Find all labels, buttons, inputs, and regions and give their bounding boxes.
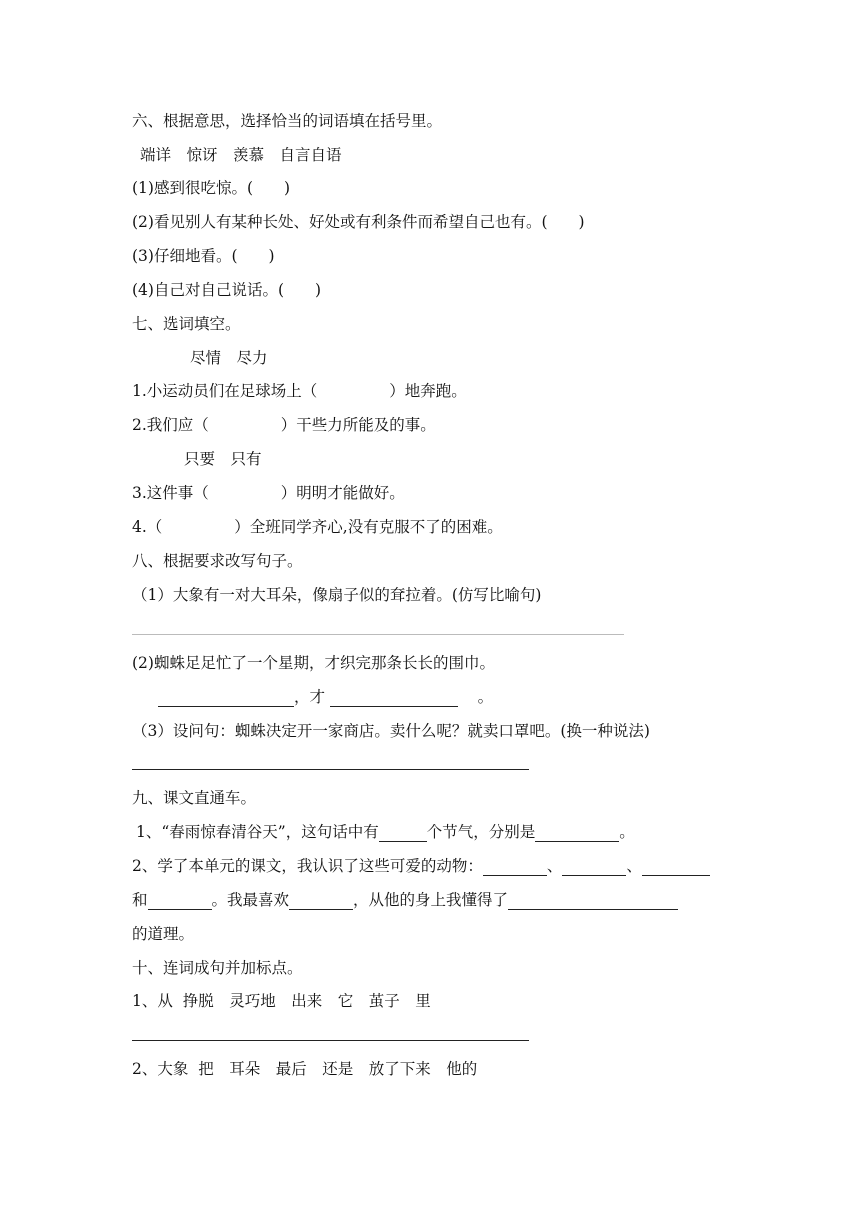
section-7-question-1 (132, 381, 467, 401)
answer-blank-9-2d[interactable] (148, 893, 212, 910)
section-7-word-bank-2: 只要 只有 (184, 450, 262, 468)
q1-text-end: 。 (619, 823, 635, 841)
q2-separator-1: 、 (546, 857, 563, 875)
section-6-title: 六、根据意思，选择恰当的词语填在括号里。 (132, 112, 443, 130)
q3-text-start: 3.这件事（ (132, 484, 209, 502)
section-8-question-2-fill (158, 687, 493, 707)
q2-text-start: 2、学了本单元的课文，我认识了这些可爱的动物： (132, 857, 483, 875)
answer-blank-9-2c[interactable] (642, 859, 710, 876)
section-6-question-2: (2)看见别人有某种长处、好处或有利条件而希望自己也有。( ) (132, 213, 585, 231)
q4-text-start: 4.（ (132, 518, 163, 536)
answer-blank-9-2b[interactable] (562, 859, 626, 876)
section-8-question-2: (2)蜘蛛足足忙了一个星期，才织完那条长长的围巾。 (132, 654, 495, 672)
q2-connector-text: ，才 (294, 688, 326, 706)
answer-blank-8-2a[interactable] (158, 690, 294, 707)
section-9-question-2-line-3: 的道理。 (132, 925, 195, 943)
q2-text-start: 2.我们应（ (132, 416, 209, 434)
q4-text-end: ）全班同学齐心,没有克服不了的困难。 (234, 518, 503, 536)
section-9-title: 九、课文直通车。 (132, 789, 257, 807)
q2-favorite-text: 。我最喜欢 (211, 891, 290, 909)
answer-line-8-1[interactable] (132, 634, 624, 635)
q2-learned-text: ，从他的身上我懂得了 (353, 891, 509, 909)
section-7-word-bank-1: 尽情 尽力 (190, 349, 268, 367)
section-8-question-1: （1）大象有一对大耳朵，像扇子似的耷拉着。(仿写比喻句) (132, 586, 542, 604)
section-10-question-1: 1、从 挣脱 灵巧地 出来 它 茧子 里 (132, 992, 431, 1010)
section-8-title: 八、根据要求改写句子。 (132, 552, 303, 570)
answer-line-8-3[interactable] (132, 769, 529, 770)
q1-text-start: 1、“春雨惊春清谷天”，这句话中有 (136, 823, 379, 841)
answer-blank-9-1b[interactable] (535, 825, 619, 842)
section-9-question-2-line-1 (132, 856, 710, 876)
section-6-question-1: (1)感到很吃惊。( ) (132, 179, 291, 197)
q2-and-text: 和 (132, 891, 148, 909)
section-9-question-2-line-2 (132, 890, 678, 910)
answer-line-10-1[interactable] (132, 1040, 529, 1041)
section-7-title: 七、选词填空。 (132, 315, 241, 333)
section-7-question-2 (132, 415, 436, 435)
answer-blank-9-2f[interactable] (508, 893, 678, 910)
section-10-title: 十、连词成句并加标点。 (132, 959, 303, 977)
section-6-word-bank: 端详 惊讶 羡慕 自言自语 (140, 146, 342, 164)
q3-text-end: ）明明才能做好。 (280, 484, 405, 502)
section-8-question-3: （3）设问句：蜘蛛决定开一家商店。卖什么呢？就卖口罩吧。(换一种说法) (132, 722, 650, 740)
q1-text-middle: 个节气，分别是 (426, 823, 536, 841)
section-6-question-3: (3)仔细地看。( ) (132, 247, 275, 265)
q2-separator-2: 、 (626, 857, 642, 875)
q1-text-start: 1.小运动员们在足球场上（ (132, 382, 318, 400)
answer-blank-9-1a[interactable] (379, 825, 427, 842)
q1-text-end: ）地奔跑。 (389, 382, 467, 400)
answer-blank-9-2a[interactable] (483, 859, 547, 876)
section-7-question-4 (132, 517, 503, 537)
section-6-question-4: (4)自己对自己说话。( ) (132, 281, 322, 299)
section-10-question-2: 2、大象 把 耳朵 最后 还是 放了下来 他的 (132, 1060, 478, 1078)
answer-blank-9-2e[interactable] (289, 893, 353, 910)
section-9-question-1 (136, 822, 635, 842)
section-7-question-3 (132, 483, 405, 503)
q2-end-mark: 。 (477, 688, 494, 706)
q2-text-end: ）干些力所能及的事。 (280, 416, 436, 434)
answer-blank-8-2b[interactable] (330, 690, 458, 707)
